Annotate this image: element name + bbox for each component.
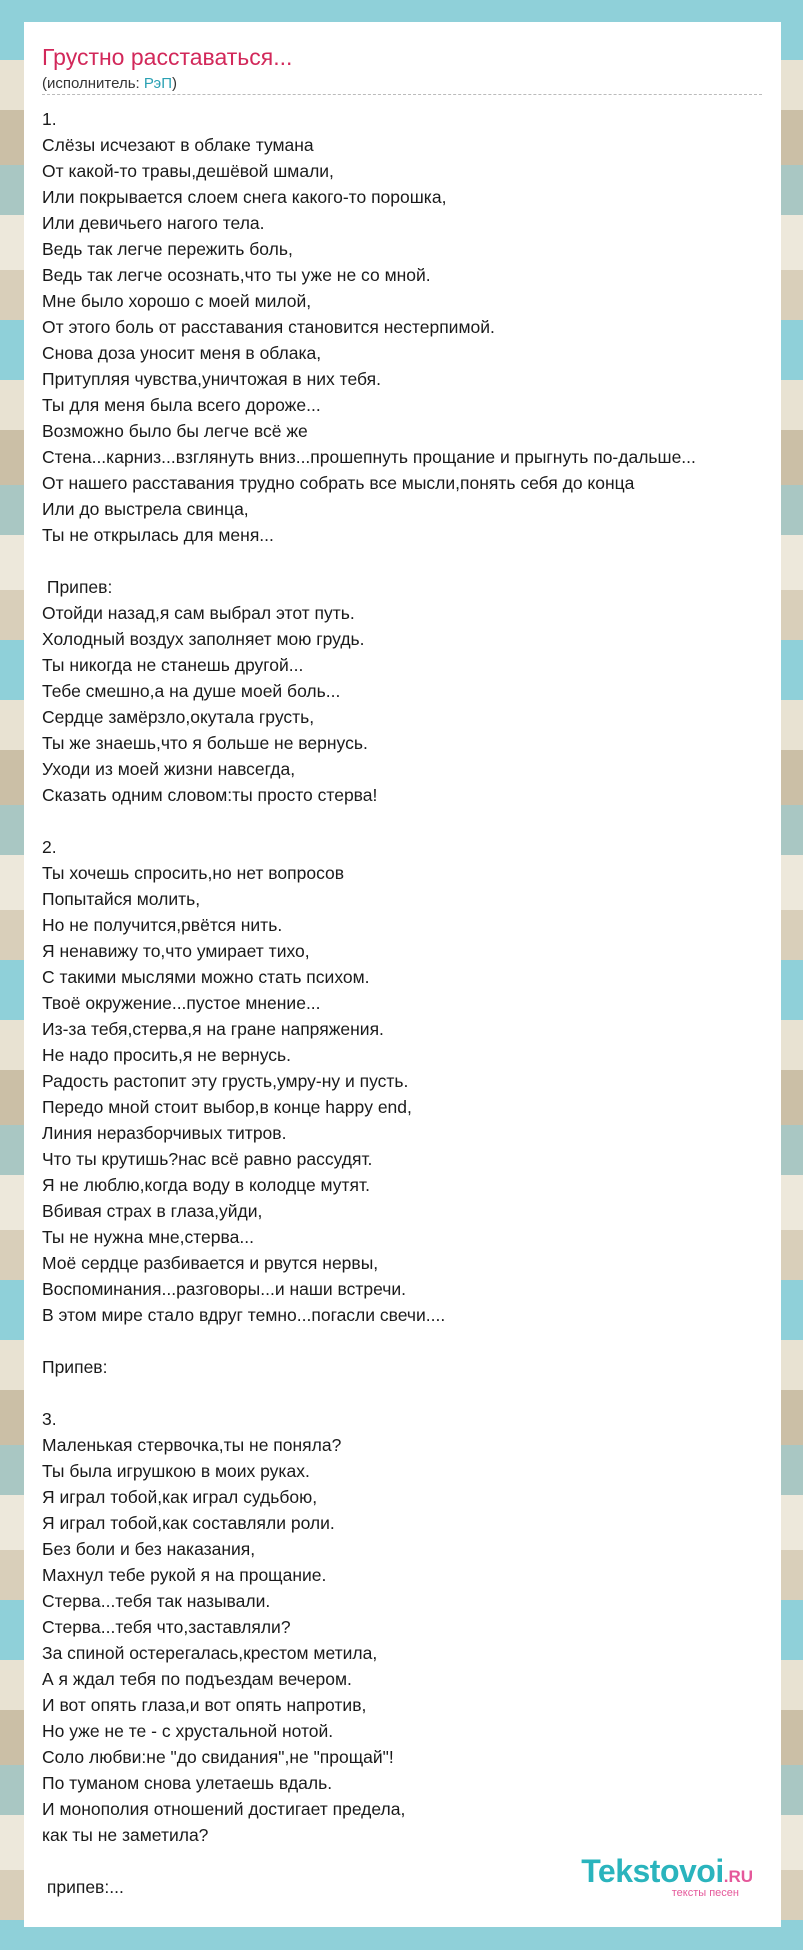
tekstovoi-logo[interactable] (581, 1855, 753, 1899)
lyric-line: Стерва...тебя что,заставляли? (42, 1617, 291, 1637)
lyric-line: Ты не нужна мне,стерва... (42, 1227, 254, 1247)
song-title: Грустно расставаться... (42, 44, 293, 70)
lyric-line: Ты хочешь спросить,но нет вопросов (42, 863, 345, 883)
lyric-line: Припев: (42, 577, 113, 597)
lyric-line: От этого боль от расставания становится нестерпимой. (42, 317, 495, 337)
performer-line (42, 75, 762, 95)
lyric-line: Я ненавижу то,что умирает тихо, (42, 941, 310, 961)
lyric-line: Ты для меня была всего дороже... (42, 395, 321, 415)
performer-suffix: ) (172, 75, 177, 92)
lyric-line: В этом мире стало вдруг темно...погасли свечи.... (42, 1305, 446, 1325)
lyric-line: Снова доза уносит меня в облака, (42, 343, 322, 363)
lyric-line: 1. (42, 109, 57, 129)
logo-tld: .RU (723, 1867, 753, 1886)
lyric-line: Стерва...тебя так называли. (42, 1591, 271, 1611)
lyric-line: Без боли и без наказания, (42, 1539, 256, 1559)
lyric-line: Или девичьего нагого тела. (42, 213, 265, 233)
lyrics-card (24, 22, 781, 1927)
lyric-line: Ты никогда не станешь другой... (42, 655, 304, 675)
lyric-line: Я играл тобой,как составляли роли. (42, 1513, 335, 1533)
lyric-line: как ты не заметила? (42, 1825, 209, 1845)
lyric-line: Мне было хорошо с моей милой, (42, 291, 312, 311)
lyric-line: Стена...карниз...взглянуть вниз...прошепнуть прощание и прыгнуть по-дальше... (42, 447, 696, 467)
lyric-line: Соло любви:не "до свидания",не "прощай"! (42, 1747, 394, 1767)
lyric-line: Припев: (42, 1357, 108, 1377)
lyric-line: Ведь так легче пережить боль, (42, 239, 293, 259)
lyric-line: И монополия отношений достигает предела, (42, 1799, 406, 1819)
lyric-line: Что ты крутишь?нас всё равно рассудят. (42, 1149, 373, 1169)
lyric-line: И вот опять глаза,и вот опять напротив, (42, 1695, 367, 1715)
lyric-line: Вбивая страх в глаза,уйди, (42, 1201, 263, 1221)
lyric-line: От нашего расставания трудно собрать все мысли,понять себя до конца (42, 473, 635, 493)
lyrics-text (42, 106, 781, 1900)
performer-link[interactable]: РэП (143, 75, 172, 92)
lyric-line: Ты была игрушкою в моих руках. (42, 1461, 310, 1481)
lyric-line: Я не люблю,когда воду в колодце мутят. (42, 1175, 370, 1195)
lyric-line: А я ждал тебя по подъездам вечером. (42, 1669, 352, 1689)
lyric-line: Махнул тебе рукой я на прощание. (42, 1565, 327, 1585)
lyric-line: Ты не открылась для меня... (42, 525, 274, 545)
lyric-line: Но не получится,рвётся нить. (42, 915, 283, 935)
lyric-line: Возможно было бы легче всё же (42, 421, 308, 441)
lyric-line: Сердце замёрзло,окутала грусть, (42, 707, 315, 727)
lyric-line: Маленькая стервочка,ты не поняла? (42, 1435, 342, 1455)
lyric-line: Воспоминания...разговоры...и наши встречи. (42, 1279, 407, 1299)
lyric-line: От какой-то травы,дешёвой шмали, (42, 161, 334, 181)
performer-prefix: (исполнитель: (42, 75, 144, 92)
lyric-line: Линия неразборчивых титров. (42, 1123, 287, 1143)
lyric-line: Слёзы исчезают в облаке тумана (42, 135, 314, 155)
lyric-line: Попытайся молить, (42, 889, 201, 909)
lyric-line: Сказать одним словом:ты просто стерва! (42, 785, 378, 805)
lyric-line: Или до выстрела свинца, (42, 499, 249, 519)
lyric-line: Из-за тебя,стерва,я на гране напряжения. (42, 1019, 384, 1039)
lyric-line: Моё сердце разбивается и рвутся нервы, (42, 1253, 379, 1273)
lyric-line: Передо мной стоит выбор,в конце happy end, (42, 1097, 412, 1117)
lyric-line: Я играл тобой,как играл судьбою, (42, 1487, 318, 1507)
logo-name: Tekstovoi (581, 1853, 724, 1889)
lyric-line: Или покрывается слоем снега какого-то порошка, (42, 187, 447, 207)
lyric-line: Твоё окружение...пустое мнение... (42, 993, 321, 1013)
lyric-line: Не надо просить,я не вернусь. (42, 1045, 292, 1065)
lyric-line: припев:... (42, 1877, 124, 1897)
lyric-line: За спиной остерегалась,крестом метила, (42, 1643, 378, 1663)
lyric-line: Ты же знаешь,что я больше не вернусь. (42, 733, 368, 753)
lyric-line: 3. (42, 1409, 57, 1429)
lyric-line: Ведь так легче осознать,что ты уже не со мной. (42, 265, 431, 285)
lyric-line: Уходи из моей жизни навсегда, (42, 759, 296, 779)
lyric-line: Тебе смешно,а на душе моей боль... (42, 681, 341, 701)
lyric-line: 2. (42, 837, 57, 857)
lyric-line: Холодный воздух заполняет мою грудь. (42, 629, 365, 649)
lyric-line: Радость растопит эту грусть,умру-ну и пусть. (42, 1071, 409, 1091)
lyric-line: Отойди назад,я сам выбрал этот путь. (42, 603, 355, 623)
logo-tagline: тексты песен (671, 1887, 739, 1899)
lyric-line: С такими мыслями можно стать психом. (42, 967, 370, 987)
lyric-line: Но уже не те - с хрустальной нотой. (42, 1721, 334, 1741)
lyric-line: По туманом снова улетаешь вдаль. (42, 1773, 333, 1793)
lyric-line: Притупляя чувства,уничтожая в них тебя. (42, 369, 381, 389)
